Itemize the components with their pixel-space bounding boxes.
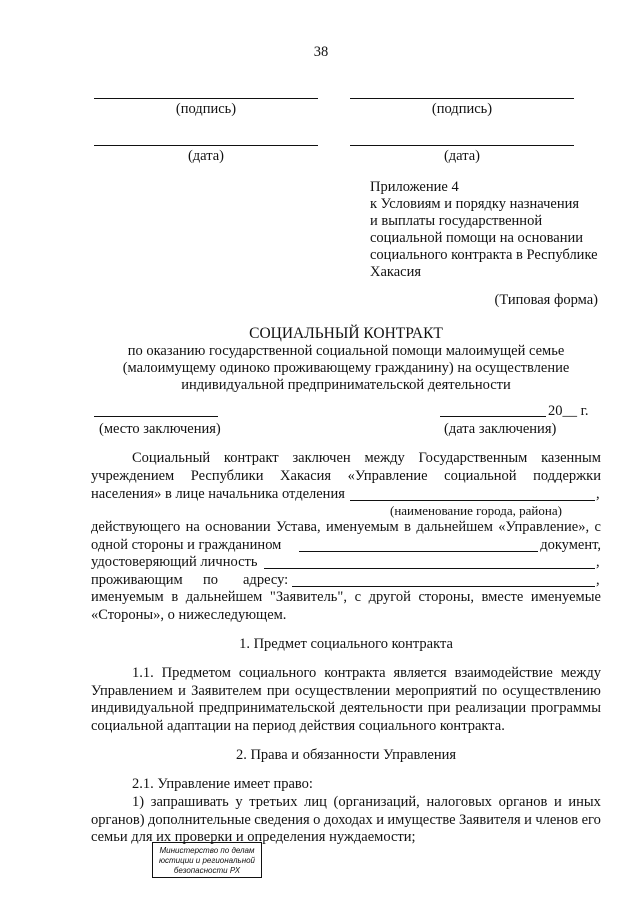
title-line: (малоимущему одиноко проживающему гражданину) на осуществление: [122, 360, 570, 376]
word: социальной: [444, 468, 517, 484]
word: контракт: [223, 450, 279, 466]
word: реализации: [455, 700, 527, 716]
document-title: [91, 325, 601, 394]
city-label: (наименование города, района): [390, 503, 562, 518]
section-1-line-3: [91, 700, 601, 717]
word: дополнительные: [148, 812, 251, 828]
section-1-line-4: социальной адаптации на период действия социального контракта.: [91, 718, 505, 734]
right-signature-label: (подпись): [431, 101, 493, 117]
word: вместе: [481, 589, 524, 605]
word: Социальный: [132, 450, 211, 466]
word: органов: [498, 794, 548, 810]
left-signature-line: [94, 98, 318, 99]
word: имуществе: [387, 812, 456, 828]
word: при: [427, 700, 451, 716]
word: заключен: [292, 450, 351, 466]
word: по: [482, 683, 498, 699]
word: запрашивать: [150, 794, 229, 810]
word: 1.1.: [132, 665, 154, 681]
intro-line-4: [91, 519, 601, 536]
section-1-line-1: [132, 665, 601, 682]
word: налоговых: [426, 794, 492, 810]
word: лиц: [304, 794, 327, 810]
intro-line-6-start: удостоверяющий личность: [91, 554, 258, 570]
word: третьих: [249, 794, 298, 810]
word: Устава,: [275, 519, 321, 535]
left-signature-label: (подпись): [175, 101, 237, 117]
word: органов): [91, 812, 145, 828]
stamp-line: Министерство по делам: [159, 846, 255, 855]
section-1-heading: 1. Предмет социального контракта: [239, 636, 453, 652]
word: Предметом: [161, 665, 231, 681]
year-text: 20__ г.: [548, 403, 589, 419]
section-2-line-1: [132, 794, 601, 811]
right-signature-line: [350, 98, 574, 99]
section-2-item-2-1: 2.1. Управление имеет право:: [132, 776, 313, 792]
place-line: [94, 416, 218, 417]
address-field-line: [292, 586, 595, 587]
appendix-line: к Условиям и порядку назначения: [370, 196, 580, 212]
stamp-line: безопасности РХ: [173, 866, 241, 875]
word: о: [313, 812, 321, 828]
section-1-line-2: [91, 683, 601, 700]
intro-line-7-b: по: [203, 572, 219, 588]
word: (организаций,: [333, 794, 420, 810]
word: Управлением: [91, 683, 173, 699]
word: предпринимательской: [198, 700, 336, 716]
word: взаимодействие: [454, 665, 553, 681]
word: дальнейшем: [416, 519, 493, 535]
word: именуемым: [91, 589, 164, 605]
word: основании: [205, 519, 271, 535]
word: индивидуальной: [91, 700, 194, 716]
word: именуемым: [326, 519, 399, 535]
word: Заявителя: [458, 812, 521, 828]
word: с: [594, 519, 601, 535]
appendix-line: и выплаты государственной: [370, 213, 543, 229]
word: учреждением: [91, 468, 175, 484]
intro-line-1: [132, 450, 601, 467]
intro-line-9: «Стороны», о нижеследующем.: [91, 607, 287, 623]
title-line: индивидуальной предпринимательской деятельности: [181, 377, 511, 393]
word: на: [185, 519, 200, 535]
word: Государственным: [418, 450, 528, 466]
section-2-heading: 2. Права и обязанности Управления: [235, 747, 457, 763]
word: «Управление»,: [498, 519, 590, 535]
date-label: (дата заключения): [444, 421, 557, 437]
word: другой: [368, 589, 411, 605]
word: сведения: [254, 812, 310, 828]
appendix-line: социального контракта в Республике: [370, 247, 598, 263]
stamp-line: юстиции и региональной: [158, 856, 256, 865]
intro-line-7-c: адресу:: [243, 572, 289, 588]
title-line: по оказанию государственной социальной помощи малоимущей семье: [127, 343, 565, 359]
word: в: [404, 519, 411, 535]
word: с: [354, 589, 361, 605]
appendix-line: Хакасия: [370, 264, 422, 280]
department-field-line: [350, 500, 595, 501]
intro-line-5-end: документ,: [540, 537, 601, 553]
word: членов: [535, 812, 579, 828]
word: 1): [132, 794, 145, 810]
left-date-label: (дата): [187, 148, 225, 164]
word: при: [266, 683, 290, 699]
word: в: [171, 589, 179, 605]
word: иных: [568, 794, 601, 810]
word: казенным: [541, 450, 601, 466]
word: дальнейшем: [185, 589, 263, 605]
left-date-line: [94, 145, 318, 146]
word: между: [364, 450, 405, 466]
word: поддержки: [533, 468, 601, 484]
appendix-line: социальной помощи на основании: [370, 230, 583, 246]
date-line: [440, 416, 546, 417]
form-type: (Типовая форма): [494, 292, 598, 308]
appendix-block: [370, 179, 598, 281]
id-document-field-line: [264, 568, 595, 569]
word: доходах: [323, 812, 373, 828]
right-date-line: [350, 145, 574, 146]
right-date-label: (дата): [443, 148, 481, 164]
word: и: [524, 812, 532, 828]
citizen-field-line: [299, 551, 538, 552]
word: "Заявитель",: [269, 589, 347, 605]
word: и: [178, 683, 186, 699]
page-number: 38: [313, 44, 329, 60]
ministry-stamp: [152, 842, 262, 878]
intro-line-3: населения» в лице начальника отделения: [91, 486, 345, 502]
place-label: (место заключения): [99, 421, 221, 437]
appendix-line: Приложение 4: [370, 179, 459, 195]
word: мероприятий: [395, 683, 477, 699]
word: Хакасия: [280, 468, 332, 484]
section-2-line-2: [91, 812, 601, 829]
intro-line-5-start: одной стороны и гражданином: [91, 537, 282, 553]
word: «Управление: [347, 468, 428, 484]
word: Республики: [190, 468, 264, 484]
section-2-line-3: семьи для их проверки и определения нуждаемости;: [91, 829, 416, 845]
intro-line-8: [91, 589, 601, 606]
word: является: [393, 665, 447, 681]
word: действующего: [91, 519, 181, 535]
word: деятельности: [339, 700, 423, 716]
intro-line-7-end: ,: [596, 572, 600, 588]
word: Заявителем: [191, 683, 262, 699]
intro-line-6-end: ,: [596, 554, 600, 570]
word: у: [235, 794, 243, 810]
word: и: [553, 794, 562, 810]
word: его: [581, 812, 601, 828]
word: осуществлении: [294, 683, 391, 699]
word: между: [560, 665, 601, 681]
intro-line-2: [91, 468, 601, 485]
word: именуемые: [530, 589, 601, 605]
word: и: [376, 812, 384, 828]
word: программы: [530, 700, 601, 716]
word: стороны,: [418, 589, 474, 605]
word: осуществлению: [502, 683, 601, 699]
word: контракта: [324, 665, 386, 681]
title-main: СОЦИАЛЬНЫЙ КОНТРАКТ: [249, 325, 443, 342]
intro-line-7-a: проживающим: [91, 572, 183, 588]
intro-line-3-end: ,: [596, 486, 600, 502]
word: социального: [238, 665, 317, 681]
